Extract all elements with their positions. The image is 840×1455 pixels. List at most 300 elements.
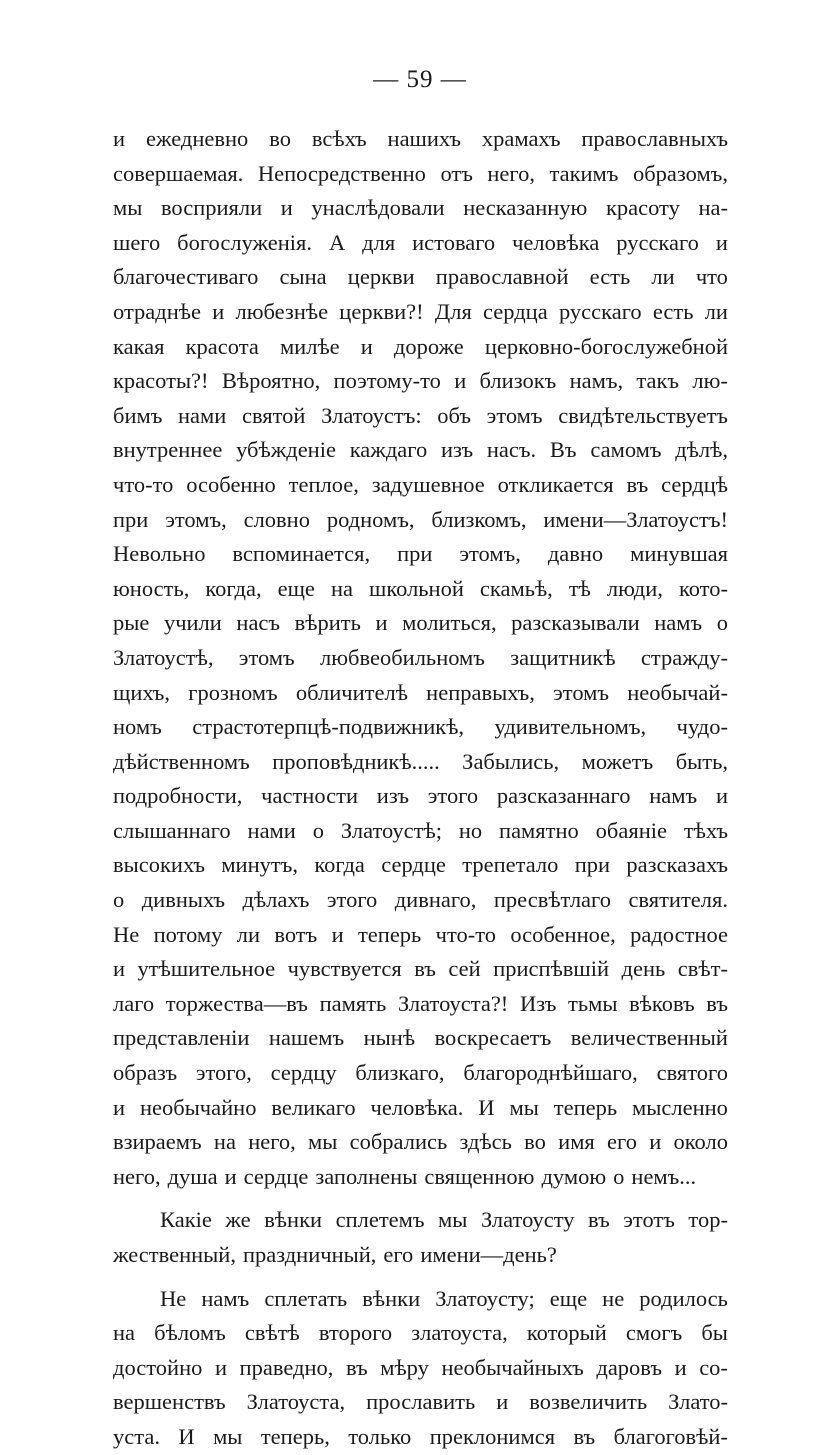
word: отъ [440, 160, 473, 186]
word: тор- [688, 1207, 728, 1233]
word: чудо- [676, 714, 728, 740]
word: прославить [366, 1389, 476, 1415]
text-line [113, 745, 728, 780]
word: ежедневно [145, 126, 249, 151]
word: тьмы [567, 990, 618, 1016]
word: заполнены [315, 1163, 418, 1189]
text-line [113, 952, 728, 987]
word: вѣковъ [629, 990, 695, 1016]
word: лаго [113, 990, 155, 1016]
word: о [312, 817, 324, 843]
word: трепетало [462, 852, 559, 878]
word: рые [113, 610, 150, 636]
word: приспѣвшій [493, 956, 610, 982]
word: изъ [376, 783, 409, 809]
word: поэтому-то [333, 368, 441, 394]
word: тѣ [568, 575, 591, 601]
word: дивныхъ [141, 887, 226, 913]
word: даровъ [596, 1354, 663, 1380]
word: мы [113, 195, 143, 221]
word: шего [113, 229, 161, 255]
word: церкви?! [339, 298, 424, 324]
word: русскаго [616, 229, 699, 255]
word: необычай- [627, 679, 728, 705]
word: этомъ [486, 402, 543, 428]
word: этомъ [238, 644, 295, 670]
word: нами [247, 817, 296, 843]
word: бимъ [113, 402, 163, 428]
word: сплетать [264, 1285, 348, 1311]
text-line [113, 1420, 728, 1455]
word: сердцу [270, 1060, 337, 1086]
word: уста. [113, 1423, 160, 1449]
word: благочестиваго [113, 264, 259, 290]
word: когда, [205, 575, 262, 601]
word: и [715, 783, 728, 809]
text-line [113, 226, 728, 261]
word: давно [547, 541, 604, 567]
word: близкаго, [355, 1060, 445, 1086]
text-line [113, 260, 728, 295]
word: любвеобильномъ [320, 644, 485, 670]
word: же [225, 1207, 251, 1233]
paragraph-gap [113, 1273, 728, 1282]
word: думою [541, 1163, 607, 1189]
word: потому [153, 921, 223, 947]
word: святой [241, 402, 306, 428]
word: памятно [499, 817, 579, 843]
word: милѣе [279, 333, 340, 359]
word: вѣнки [362, 1285, 421, 1311]
text-line [113, 1125, 728, 1160]
word: стражду- [640, 644, 728, 670]
word: ли [704, 298, 728, 324]
word: отраднѣе [113, 298, 201, 324]
word: Златоустѣ, [113, 644, 214, 670]
word: словно [243, 506, 310, 532]
word: теперь [357, 921, 422, 947]
text-line [113, 433, 728, 468]
word: и [212, 298, 225, 324]
word: въ [573, 1423, 596, 1449]
word: его [383, 1242, 414, 1267]
word: душа [167, 1163, 218, 1189]
word: православныхъ [581, 126, 728, 151]
word: сына [279, 264, 327, 290]
word: свѣт- [677, 956, 728, 982]
word: сердцѣ [661, 471, 728, 497]
text-line [113, 364, 728, 399]
word: мы [308, 1129, 338, 1155]
word: родномъ, [326, 506, 415, 532]
word: свидѣтельствуетъ [558, 402, 728, 428]
word: можетъ [581, 748, 654, 774]
word: Златоустѣ; [340, 817, 442, 843]
word: дѣлѣ, [675, 437, 728, 463]
word: этомъ [553, 679, 610, 705]
word: щихъ, [113, 679, 171, 705]
word: этого [326, 887, 378, 913]
word: человѣка [512, 229, 600, 255]
word: имени—день? [420, 1242, 557, 1267]
word: и [496, 1389, 509, 1415]
text-line [113, 1021, 728, 1056]
word: для [362, 229, 396, 255]
word: него, [248, 1129, 296, 1155]
word: еще [277, 575, 315, 601]
word: вершенствъ [113, 1389, 226, 1415]
word: достойно [113, 1354, 203, 1380]
word: кото- [678, 575, 728, 601]
word: объ [437, 402, 472, 428]
word: чувствуется [287, 956, 402, 982]
word: возвеличить [529, 1389, 648, 1415]
word: Изъ [519, 990, 557, 1016]
word: имя [558, 1129, 595, 1155]
word: защитникѣ [510, 644, 616, 670]
word: вѣрить [294, 610, 361, 636]
word: такъ [636, 368, 680, 394]
word: бы [701, 1320, 728, 1346]
word: православной [435, 264, 569, 290]
word: праздничный, [242, 1242, 377, 1267]
word: нашемъ [268, 1025, 345, 1051]
word: тѣхъ [683, 817, 728, 843]
word: представленіи [113, 1025, 250, 1051]
word: этотъ [623, 1207, 675, 1233]
word: откликается [497, 471, 614, 497]
word: любезнѣе [235, 298, 329, 324]
word: только [348, 1423, 412, 1449]
text-line [113, 814, 728, 849]
word: и [214, 1354, 227, 1380]
word: сердца [483, 298, 548, 324]
word: когда [314, 852, 365, 878]
word: въ [626, 471, 649, 497]
word: церкви [347, 264, 415, 290]
word: великаго [271, 1094, 356, 1120]
page-number: — 59 — [373, 66, 467, 93]
word: близкомъ, [431, 506, 527, 532]
word: святителя. [628, 887, 728, 913]
text-line [113, 330, 728, 365]
word: Для [434, 298, 472, 324]
word: задушевное [371, 471, 485, 497]
word: внутреннее [113, 437, 223, 463]
paragraph [113, 1203, 728, 1272]
word: изъ [440, 437, 474, 463]
word: и [360, 333, 373, 359]
word: всѣхъ [311, 126, 367, 151]
text-line [113, 883, 728, 918]
word: молиться, [402, 610, 497, 636]
word: преклонимся [429, 1423, 556, 1449]
word: Вѣроятно, [221, 368, 321, 394]
word: ли [651, 264, 675, 290]
word: день [621, 956, 666, 982]
word: лю- [692, 368, 728, 394]
word: жественный, [113, 1242, 236, 1267]
word: близокъ [479, 368, 557, 394]
word: взираемъ [113, 1129, 202, 1155]
word: русскаго [558, 298, 642, 324]
paragraph-gap [113, 1194, 728, 1203]
word: него, [113, 1163, 161, 1189]
word: нашихъ [387, 126, 461, 151]
word: быть, [675, 748, 728, 774]
word: красоту [605, 195, 680, 221]
text-line [113, 676, 728, 711]
word: образомъ, [632, 160, 728, 186]
word: благоговѣй- [613, 1423, 728, 1449]
paragraph [113, 1282, 728, 1455]
word: и [715, 229, 728, 255]
word: о [716, 610, 728, 636]
word: слышаннаго [113, 817, 231, 843]
word: и [113, 956, 126, 982]
word: особенное, [510, 921, 616, 947]
word: грозномъ [188, 679, 278, 705]
text-line [113, 1282, 728, 1317]
word: необычайныхъ [441, 1354, 584, 1380]
word: около [673, 1129, 728, 1155]
word: сердце [381, 852, 446, 878]
word: Златоусту; [435, 1285, 535, 1311]
word: этого, [195, 1060, 252, 1086]
word: дороже [393, 333, 464, 359]
word: что-то [113, 471, 174, 497]
word: красоты?! [113, 368, 209, 394]
text-line [113, 710, 728, 745]
word: этомъ, [165, 506, 227, 532]
word: Въ [549, 437, 577, 463]
word: сплетемъ [335, 1207, 425, 1233]
word: имени—Златоустъ! [543, 506, 728, 532]
word: что-то [435, 921, 497, 947]
word: теперь, [260, 1423, 330, 1449]
word: церковно-богослужебной [484, 333, 728, 359]
word: мысленно [632, 1094, 728, 1120]
text-line [113, 157, 728, 192]
word: А [328, 229, 346, 255]
word: память [319, 990, 387, 1016]
word: на [330, 575, 353, 601]
word: Непосредственно [257, 160, 426, 186]
word: но [458, 817, 483, 843]
word: въ [345, 1354, 368, 1380]
word: дивнаго, [394, 887, 477, 913]
word: образъ [113, 1060, 178, 1086]
word: который [526, 1320, 607, 1346]
word: скамьѣ, [479, 575, 553, 601]
word: при [113, 506, 149, 532]
word: во [269, 126, 291, 151]
word: собрались [349, 1129, 448, 1155]
word: есть [652, 298, 694, 324]
body-text [113, 122, 728, 1455]
word: такимъ [549, 160, 619, 186]
word: радостное [630, 921, 728, 947]
word: Златоуста, [246, 1389, 346, 1415]
word: Златоусту [480, 1207, 575, 1233]
word: мѣру [380, 1354, 429, 1380]
word: дѣлахъ [242, 887, 310, 913]
text-line [113, 1160, 728, 1195]
text-line [113, 1091, 728, 1126]
word: И [178, 1423, 195, 1449]
word: на [213, 1129, 236, 1155]
word: въ [414, 956, 436, 982]
word: нами [178, 402, 227, 428]
text-line [113, 295, 728, 330]
word: унаслѣдовали [311, 195, 445, 221]
word: удивительномъ, [494, 714, 647, 740]
word: златоуста, [411, 1320, 508, 1346]
word: его [607, 1129, 637, 1155]
word: люди, [606, 575, 663, 601]
word: несказанную [463, 195, 588, 221]
word: Какіе [160, 1207, 212, 1233]
word: Злато- [668, 1389, 728, 1415]
word: и [113, 126, 126, 151]
word: высокихъ [113, 852, 205, 878]
word: номъ [113, 714, 162, 740]
word: вѣнки [264, 1207, 323, 1233]
word: священною [424, 1163, 535, 1189]
word: истоваго [412, 229, 496, 255]
word: мы [509, 1094, 539, 1120]
text-line [113, 918, 728, 953]
text-line [113, 468, 728, 503]
text-line [113, 848, 728, 883]
word: во [524, 1129, 546, 1155]
word: не [602, 1285, 625, 1311]
word: праведно, [239, 1354, 334, 1380]
text-line [113, 1316, 728, 1351]
word: насъ. [486, 437, 537, 463]
word: и [113, 1094, 126, 1120]
word: обличителѣ [295, 679, 408, 705]
word: при [397, 541, 433, 567]
word: намъ [649, 783, 698, 809]
word: теперь [553, 1094, 618, 1120]
word: мы [438, 1207, 468, 1233]
word: разсказывали [511, 610, 640, 636]
word: убѣжденіе [236, 437, 336, 463]
word: и [224, 1163, 237, 1189]
word: учили [163, 610, 222, 636]
word: намъ [201, 1285, 250, 1311]
word: дѣйственномъ [113, 748, 250, 774]
word: красота [185, 333, 259, 359]
word: смогъ [625, 1320, 683, 1346]
word: частности [261, 783, 358, 809]
word: мы [213, 1423, 243, 1449]
word: и [280, 195, 293, 221]
word: вотъ [274, 921, 318, 947]
text-line [113, 537, 728, 572]
word: есть [589, 264, 631, 290]
word: самомъ [590, 437, 662, 463]
text-line [113, 399, 728, 434]
word: ли [236, 921, 261, 947]
word: школьной [369, 575, 464, 601]
word: въ [706, 990, 728, 1016]
word: необычайно [139, 1094, 257, 1120]
word: минувшая [630, 541, 728, 567]
text-line [113, 987, 728, 1022]
word: и [454, 368, 467, 394]
text-line [113, 779, 728, 814]
word: и [674, 1354, 687, 1380]
text-line [113, 606, 728, 641]
text-line [113, 1385, 728, 1420]
text-line [113, 1238, 728, 1273]
word: и [331, 921, 344, 947]
word: человѣка. [370, 1094, 464, 1120]
word: обаяніе [595, 817, 667, 843]
word: немъ... [631, 1163, 697, 1189]
word: особенно [186, 471, 276, 497]
text-line [113, 641, 728, 676]
word: сердце [243, 1163, 309, 1189]
word: разсказахъ [626, 852, 728, 878]
word: при [574, 852, 611, 878]
word: Златоуста?! [397, 990, 509, 1016]
word: богослуженія. [177, 229, 313, 255]
word: подробности, [113, 783, 243, 809]
paragraph [113, 122, 728, 1194]
word: родилось [639, 1285, 728, 1311]
word: насъ [236, 610, 281, 636]
word: на- [698, 195, 728, 221]
word: этомъ, [459, 541, 521, 567]
word: сей [448, 956, 481, 982]
word: вспоминается, [232, 541, 371, 567]
word: второго [318, 1320, 393, 1346]
word: И [478, 1094, 495, 1120]
text-line [113, 1351, 728, 1386]
word: утѣшительное [137, 956, 276, 982]
word: минутъ, [221, 852, 298, 878]
text-line [113, 122, 728, 157]
word: и [649, 1129, 662, 1155]
word: храмахъ [481, 126, 561, 151]
word: что [695, 264, 728, 290]
word: пресвѣтлаго [493, 887, 611, 913]
text-line [113, 1056, 728, 1091]
word: этого [427, 783, 479, 809]
word: нынѣ [363, 1025, 416, 1051]
word: разсказаннаго [496, 783, 631, 809]
text-line [113, 1203, 728, 1238]
word: неправыхъ, [426, 679, 535, 705]
word: еще [549, 1285, 588, 1311]
word: Забылись, [462, 748, 560, 774]
word: и [375, 610, 388, 636]
word: юность, [113, 575, 190, 601]
word: страстотерпцѣ-подвижникѣ, [192, 714, 465, 740]
word: намъ [654, 610, 703, 636]
text-line [113, 572, 728, 607]
word: на [113, 1320, 136, 1346]
word: Златоустъ: [321, 402, 422, 428]
word: о [613, 1163, 625, 1189]
word: Не [160, 1285, 187, 1311]
word: воскресаетъ [434, 1025, 552, 1051]
word: благороднѣйшаго, [463, 1060, 638, 1086]
word: о [113, 887, 125, 913]
